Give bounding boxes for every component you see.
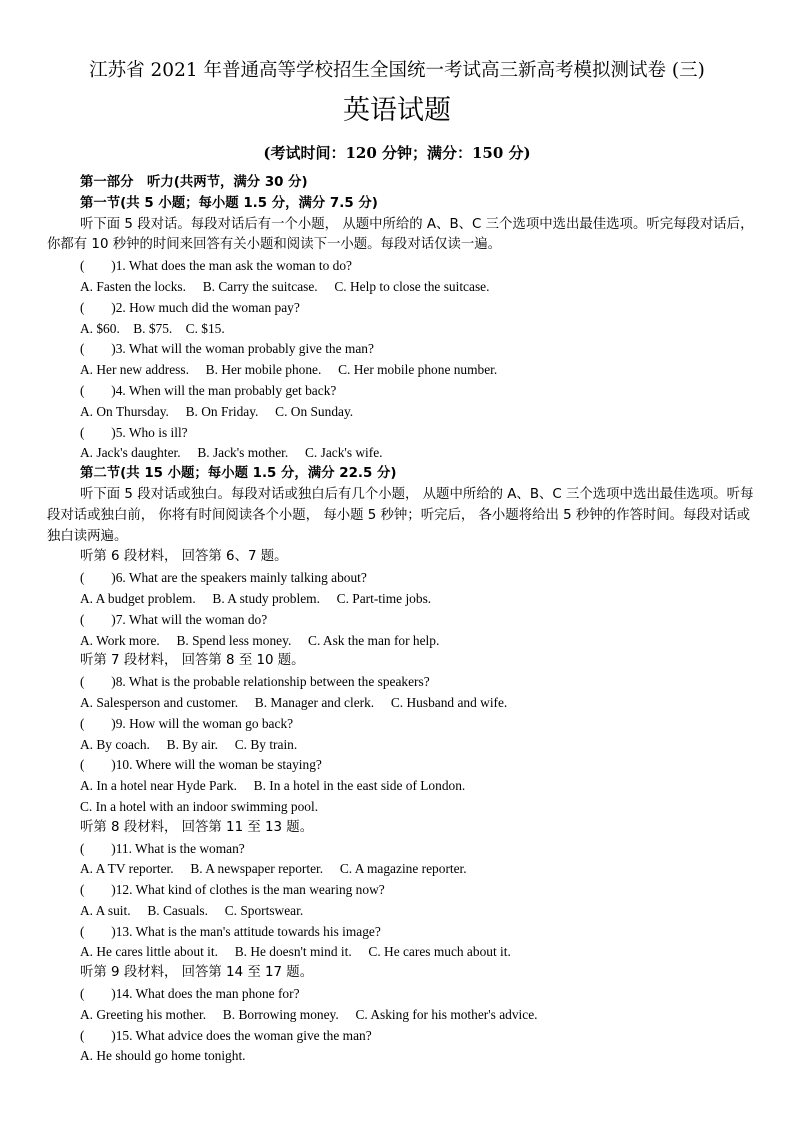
- section1-instructions: 听下面 5 段对话。每段对话后有一个小题， 从题中所给的 A、B、C 三个选项中选出最佳选项。听完每段对话后， 你都有 10 秒钟的时间来回答有关小题和阅读下一小题。每段对话仅读一遍。: [47, 216, 754, 253]
- exam-title: 江苏省 2021 年普通高等学校招生全国统一考试高三新高考模拟测试卷 (三): [89, 60, 705, 81]
- question-stem: ( )14. What does the man phone for?: [80, 986, 300, 1002]
- question-stem: ( )8. What is the probable relationship between the speakers?: [80, 674, 430, 690]
- material-heading: 听第 8 段材料， 回答第 11 至 13 题。: [80, 819, 314, 835]
- question-options: C. In a hotel with an indoor swimming pool.: [80, 798, 319, 814]
- question-stem: ( )12. What kind of clothes is the man wearing now?: [80, 882, 385, 898]
- question-options: A. A suit. B. Casuals. C. Sportswear.: [80, 902, 304, 918]
- section1-heading: [47, 194, 757, 215]
- section2-heading: [47, 464, 757, 485]
- question-options: A. A TV reporter. B. A newspaper reporter. C. A magazine reporter.: [80, 861, 467, 877]
- question-options: A. A budget problem. B. A study problem. C. Part-time jobs.: [80, 590, 432, 606]
- question-options: A. Her new address. B. Her mobile phone. C. Her mobile phone number.: [80, 362, 498, 378]
- question-stem: ( )4. When will the man probably get back?: [80, 382, 337, 398]
- question-stem: ( )6. What are the speakers mainly talking about?: [80, 570, 367, 586]
- question-options: A. Jack's daughter. B. Jack's mother. C. Jack's wife.: [80, 445, 383, 461]
- material-heading: 听第 7 段材料， 回答第 8 至 10 题。: [80, 653, 305, 669]
- question-stem: ( )9. How will the woman go back?: [80, 715, 294, 731]
- part1-heading: 第一部分 听力(共两节，满分 30 分): [80, 175, 308, 190]
- question-stem: ( )11. What is the woman?: [80, 840, 245, 856]
- section1-heading-text: 第一节(共 5 小题；每小题 1.5 分，满分 7.5 分): [80, 195, 378, 211]
- question-options: A. Greeting his mother. B. Borrowing money. C. Asking for his mother's advice.: [80, 1006, 538, 1022]
- question-stem: ( )2. How much did the woman pay?: [80, 299, 300, 315]
- question-options: A. In a hotel near Hyde Park. B. In a hotel in the east side of London.: [80, 778, 466, 794]
- question-options: A. Work more. B. Spend less money. C. Ask the man for help.: [80, 632, 440, 648]
- question-options: A. $60. B. $75. C. $15.: [80, 320, 225, 336]
- question-stem: ( )13. What is the man's attitude towards his image?: [80, 923, 381, 939]
- section2-heading-text: 第二节(共 15 小题；每小题 1.5 分，满分 22.5 分): [80, 466, 397, 482]
- question-stem: ( )3. What will the woman probably give the man?: [80, 341, 374, 357]
- section2-lines: [47, 547, 757, 1067]
- question-options: A. On Thursday. B. On Friday. C. On Sunday.: [80, 403, 354, 419]
- question-options: A. Salesperson and customer. B. Manager and clerk. C. Husband and wife.: [80, 694, 508, 710]
- question-options: A. He cares little about it. B. He doesn't mind it. C. He cares much about it.: [80, 944, 511, 960]
- section1-questions: [47, 256, 757, 464]
- material-heading: 听第 9 段材料， 回答第 14 至 17 题。: [80, 965, 314, 981]
- exam-info: (考试时间：120 分钟；满分：150 分): [263, 144, 531, 162]
- question-options: A. By coach. B. By air. C. By train.: [80, 736, 298, 752]
- question-options: A. He should go home tonight.: [80, 1048, 246, 1064]
- question-options: A. Fasten the locks. B. Carry the suitcase. C. Help to close the suitcase.: [80, 278, 490, 294]
- exam-content: [47, 173, 757, 1067]
- section2-instructions: 听下面 5 段对话或独白。每段对话或独白后有几个小题， 从题中所给的 A、B、C 三个选项中选出最佳选项。听每段对话或独白前， 你将有时间阅读各个小题， 每小题 5 秒钟；听完后， 各小题将给出 5 秒钟的作答时间。每段对话或独白读两遍。: [47, 486, 754, 544]
- subject-title: 英语试题: [343, 95, 451, 126]
- question-stem: ( )1. What does the man ask the woman to do?: [80, 258, 352, 274]
- question-stem: ( )5. Who is ill?: [80, 424, 188, 440]
- question-stem: ( )15. What advice does the woman give the man?: [80, 1027, 372, 1043]
- question-stem: ( )7. What will the woman do?: [80, 611, 268, 627]
- question-stem: ( )10. Where will the woman be staying?: [80, 757, 322, 773]
- material-heading: 听第 6 段材料， 回答第 6、7 题。: [80, 549, 288, 565]
